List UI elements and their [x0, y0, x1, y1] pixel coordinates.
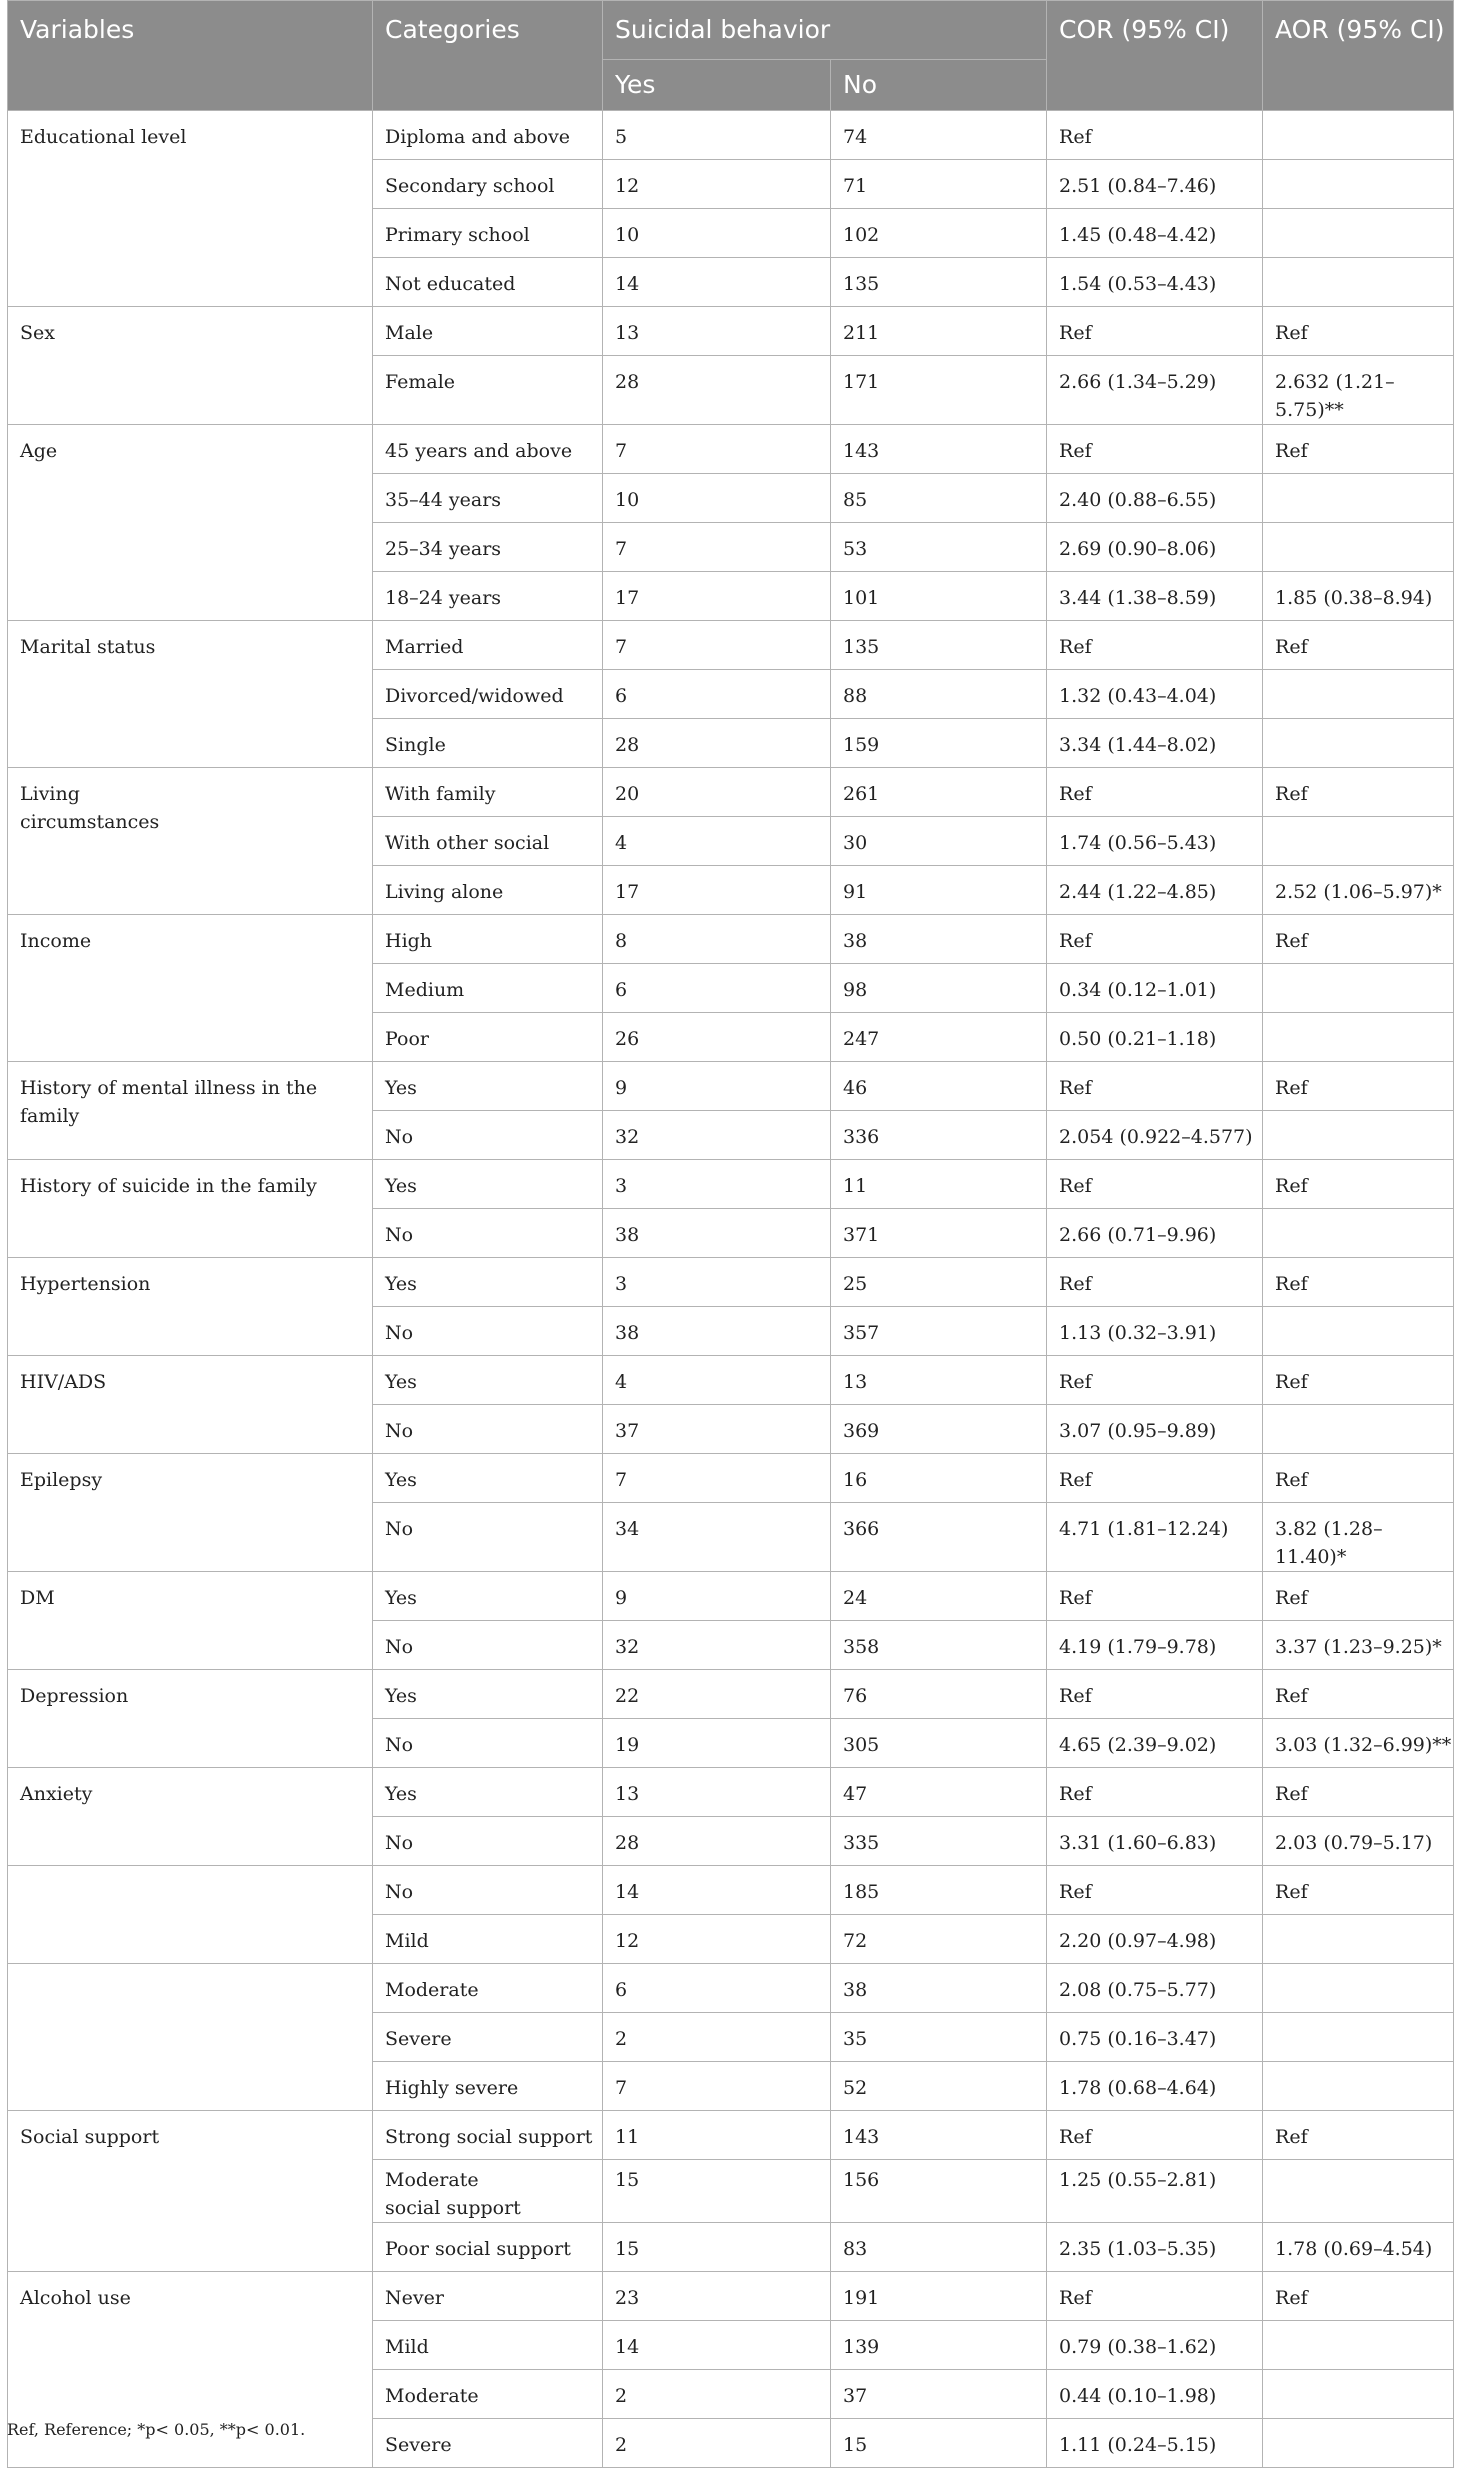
category-cell: Yes: [373, 1356, 603, 1405]
category-cell: Never: [373, 2272, 603, 2321]
no-count-cell: 11: [831, 1160, 1047, 1209]
yes-count-cell: 2: [603, 2370, 831, 2419]
cor-cell: 0.50 (0.21–1.18): [1047, 1013, 1263, 1062]
aor-cell: 2.632 (1.21–5.75)**: [1263, 356, 1454, 425]
cor-cell: Ref: [1047, 1572, 1263, 1621]
yes-count-cell: 7: [603, 2062, 831, 2111]
variable-cell: Anxiety: [8, 1768, 373, 1866]
yes-count-cell: 11: [603, 2111, 831, 2160]
table-row: [8, 768, 1454, 817]
aor-cell: Ref: [1263, 1572, 1454, 1621]
category-cell: No: [373, 1405, 603, 1454]
cor-cell: 4.19 (1.79–9.78): [1047, 1621, 1263, 1670]
yes-count-cell: 32: [603, 1111, 831, 1160]
yes-count-cell: 15: [603, 2223, 831, 2272]
variable-cell: Living circumstances: [8, 768, 373, 915]
no-count-cell: 191: [831, 2272, 1047, 2321]
cor-cell: 0.75 (0.16–3.47): [1047, 2013, 1263, 2062]
aor-cell: Ref: [1263, 1356, 1454, 1405]
no-count-cell: 135: [831, 621, 1047, 670]
cor-cell: 2.69 (0.90–8.06): [1047, 523, 1263, 572]
yes-count-cell: 6: [603, 1964, 831, 2013]
aor-cell: Ref: [1263, 768, 1454, 817]
yes-count-cell: 32: [603, 1621, 831, 1670]
cor-cell: 2.40 (0.88–6.55): [1047, 474, 1263, 523]
cor-cell: 1.45 (0.48–4.42): [1047, 209, 1263, 258]
cor-cell: 2.66 (0.71–9.96): [1047, 1209, 1263, 1258]
variable-cell: Depression: [8, 1670, 373, 1768]
yes-count-cell: 14: [603, 1866, 831, 1915]
results-table-container: [7, 0, 1453, 2468]
category-cell: Poor: [373, 1013, 603, 1062]
header-variables: Variables: [8, 1, 373, 111]
variable-cell: Social support: [8, 2111, 373, 2272]
no-count-cell: 85: [831, 474, 1047, 523]
table-row: [8, 1062, 1454, 1111]
yes-count-cell: 9: [603, 1062, 831, 1111]
cor-cell: 2.51 (0.84–7.46): [1047, 160, 1263, 209]
variable-cell: Epilepsy: [8, 1454, 373, 1572]
cor-cell: Ref: [1047, 621, 1263, 670]
category-cell: Female: [373, 356, 603, 425]
cor-cell: Ref: [1047, 425, 1263, 474]
cor-cell: Ref: [1047, 1866, 1263, 1915]
no-count-cell: 159: [831, 719, 1047, 768]
category-cell: Yes: [373, 1454, 603, 1503]
yes-count-cell: 13: [603, 1768, 831, 1817]
table-body: [8, 111, 1454, 2468]
no-count-cell: 24: [831, 1572, 1047, 1621]
table-row: [8, 2111, 1454, 2160]
aor-cell: 3.82 (1.28–11.40)*: [1263, 1503, 1454, 1572]
yes-count-cell: 28: [603, 356, 831, 425]
yes-count-cell: 20: [603, 768, 831, 817]
cor-cell: Ref: [1047, 2111, 1263, 2160]
header-yes: Yes: [603, 60, 831, 111]
no-count-cell: 366: [831, 1503, 1047, 1572]
yes-count-cell: 7: [603, 621, 831, 670]
aor-cell: [1263, 111, 1454, 160]
yes-count-cell: 28: [603, 1817, 831, 1866]
no-count-cell: 102: [831, 209, 1047, 258]
header-suicidal-behavior: Suicidal behavior: [603, 1, 1047, 60]
no-count-cell: 358: [831, 1621, 1047, 1670]
cor-cell: Ref: [1047, 1258, 1263, 1307]
cor-cell: 1.13 (0.32–3.91): [1047, 1307, 1263, 1356]
aor-cell: [1263, 258, 1454, 307]
no-count-cell: 171: [831, 356, 1047, 425]
category-cell: No: [373, 1503, 603, 1572]
yes-count-cell: 7: [603, 1454, 831, 1503]
yes-count-cell: 12: [603, 160, 831, 209]
category-cell: Yes: [373, 1062, 603, 1111]
table-row: [8, 915, 1454, 964]
yes-count-cell: 28: [603, 719, 831, 768]
table-row: [8, 307, 1454, 356]
no-count-cell: 13: [831, 1356, 1047, 1405]
variable-cell: [8, 1866, 373, 1964]
cor-cell: 1.25 (0.55–2.81): [1047, 2160, 1263, 2223]
no-count-cell: 74: [831, 111, 1047, 160]
yes-count-cell: 8: [603, 915, 831, 964]
yes-count-cell: 17: [603, 572, 831, 621]
variable-cell: Sex: [8, 307, 373, 425]
no-count-cell: 211: [831, 307, 1047, 356]
cor-cell: 2.08 (0.75–5.77): [1047, 1964, 1263, 2013]
category-cell: Moderate social support: [373, 2160, 603, 2223]
aor-cell: [1263, 523, 1454, 572]
category-cell: 35–44 years: [373, 474, 603, 523]
aor-cell: [1263, 2160, 1454, 2223]
no-count-cell: 369: [831, 1405, 1047, 1454]
cor-cell: 2.66 (1.34–5.29): [1047, 356, 1263, 425]
yes-count-cell: 14: [603, 2321, 831, 2370]
category-cell: Single: [373, 719, 603, 768]
table-row: [8, 1454, 1454, 1503]
yes-count-cell: 9: [603, 1572, 831, 1621]
cor-cell: 4.65 (2.39–9.02): [1047, 1719, 1263, 1768]
table-row: [8, 1670, 1454, 1719]
category-cell: Divorced/widowed: [373, 670, 603, 719]
yes-count-cell: 38: [603, 1307, 831, 1356]
category-cell: Yes: [373, 1160, 603, 1209]
aor-cell: [1263, 2370, 1454, 2419]
no-count-cell: 38: [831, 915, 1047, 964]
category-cell: Moderate: [373, 1964, 603, 2013]
variable-cell: Alcohol use: [8, 2272, 373, 2468]
no-count-cell: 305: [831, 1719, 1047, 1768]
table-row: [8, 621, 1454, 670]
no-count-cell: 371: [831, 1209, 1047, 1258]
category-cell: Moderate: [373, 2370, 603, 2419]
no-count-cell: 335: [831, 1817, 1047, 1866]
category-cell: 18–24 years: [373, 572, 603, 621]
yes-count-cell: 5: [603, 111, 831, 160]
category-cell: Male: [373, 307, 603, 356]
aor-cell: Ref: [1263, 307, 1454, 356]
no-count-cell: 185: [831, 1866, 1047, 1915]
no-count-cell: 47: [831, 1768, 1047, 1817]
aor-cell: Ref: [1263, 1258, 1454, 1307]
cor-cell: Ref: [1047, 1454, 1263, 1503]
aor-cell: 3.37 (1.23–9.25)*: [1263, 1621, 1454, 1670]
aor-cell: Ref: [1263, 1768, 1454, 1817]
no-count-cell: 91: [831, 866, 1047, 915]
aor-cell: [1263, 2419, 1454, 2468]
table-row: [8, 1964, 1454, 2013]
table-row: [8, 1160, 1454, 1209]
variable-cell: Marital status: [8, 621, 373, 768]
cor-cell: Ref: [1047, 307, 1263, 356]
cor-cell: 2.054 (0.922–4.577): [1047, 1111, 1263, 1160]
yes-count-cell: 22: [603, 1670, 831, 1719]
no-count-cell: 156: [831, 2160, 1047, 2223]
variable-cell: History of suicide in the family: [8, 1160, 373, 1258]
cor-cell: 0.44 (0.10–1.98): [1047, 2370, 1263, 2419]
cor-cell: Ref: [1047, 1062, 1263, 1111]
cor-cell: 1.54 (0.53–4.43): [1047, 258, 1263, 307]
category-cell: No: [373, 1866, 603, 1915]
aor-cell: [1263, 1964, 1454, 2013]
no-count-cell: 357: [831, 1307, 1047, 1356]
table-row: [8, 1768, 1454, 1817]
no-count-cell: 247: [831, 1013, 1047, 1062]
aor-cell: Ref: [1263, 1866, 1454, 1915]
category-cell: High: [373, 915, 603, 964]
yes-count-cell: 23: [603, 2272, 831, 2321]
variable-cell: Age: [8, 425, 373, 621]
table-row: [8, 425, 1454, 474]
no-count-cell: 72: [831, 1915, 1047, 1964]
category-cell: Yes: [373, 1572, 603, 1621]
aor-cell: [1263, 1111, 1454, 1160]
yes-count-cell: 7: [603, 523, 831, 572]
no-count-cell: 52: [831, 2062, 1047, 2111]
cor-cell: 0.34 (0.12–1.01): [1047, 964, 1263, 1013]
no-count-cell: 53: [831, 523, 1047, 572]
aor-cell: [1263, 2013, 1454, 2062]
yes-count-cell: 14: [603, 258, 831, 307]
no-count-cell: 76: [831, 1670, 1047, 1719]
yes-count-cell: 2: [603, 2419, 831, 2468]
yes-count-cell: 10: [603, 474, 831, 523]
cor-cell: Ref: [1047, 1160, 1263, 1209]
table-footnote: Ref, Reference; *p< 0.05, **p< 0.01.: [7, 2420, 306, 2439]
cor-cell: 2.20 (0.97–4.98): [1047, 1915, 1263, 1964]
cor-cell: 3.31 (1.60–6.83): [1047, 1817, 1263, 1866]
category-cell: 45 years and above: [373, 425, 603, 474]
aor-cell: [1263, 964, 1454, 1013]
category-cell: Primary school: [373, 209, 603, 258]
cor-cell: Ref: [1047, 915, 1263, 964]
aor-cell: [1263, 2062, 1454, 2111]
aor-cell: 2.52 (1.06–5.97)*: [1263, 866, 1454, 915]
yes-count-cell: 15: [603, 2160, 831, 2223]
aor-cell: [1263, 1307, 1454, 1356]
no-count-cell: 25: [831, 1258, 1047, 1307]
yes-count-cell: 17: [603, 866, 831, 915]
cor-cell: Ref: [1047, 111, 1263, 160]
variable-cell: Educational level: [8, 111, 373, 307]
aor-cell: [1263, 817, 1454, 866]
category-cell: Mild: [373, 2321, 603, 2370]
table-row: [8, 1572, 1454, 1621]
yes-count-cell: 3: [603, 1258, 831, 1307]
category-cell: Medium: [373, 964, 603, 1013]
category-cell: No: [373, 1817, 603, 1866]
yes-count-cell: 34: [603, 1503, 831, 1572]
aor-cell: Ref: [1263, 1670, 1454, 1719]
aor-cell: 2.03 (0.79–5.17): [1263, 1817, 1454, 1866]
no-count-cell: 98: [831, 964, 1047, 1013]
aor-cell: Ref: [1263, 1062, 1454, 1111]
no-count-cell: 143: [831, 2111, 1047, 2160]
table-row: [8, 1258, 1454, 1307]
header-no: No: [831, 60, 1047, 111]
yes-count-cell: 7: [603, 425, 831, 474]
no-count-cell: 38: [831, 1964, 1047, 2013]
cor-cell: Ref: [1047, 1356, 1263, 1405]
aor-cell: [1263, 160, 1454, 209]
cor-cell: 3.07 (0.95–9.89): [1047, 1405, 1263, 1454]
category-cell: Yes: [373, 1670, 603, 1719]
aor-cell: [1263, 2321, 1454, 2370]
cor-cell: 0.79 (0.38–1.62): [1047, 2321, 1263, 2370]
aor-cell: Ref: [1263, 425, 1454, 474]
yes-count-cell: 6: [603, 964, 831, 1013]
category-cell: No: [373, 1307, 603, 1356]
yes-count-cell: 10: [603, 209, 831, 258]
category-cell: Married: [373, 621, 603, 670]
category-cell: Mild: [373, 1915, 603, 1964]
cor-cell: 1.74 (0.56–5.43): [1047, 817, 1263, 866]
table-row: [8, 2272, 1454, 2321]
no-count-cell: 71: [831, 160, 1047, 209]
cor-cell: 2.44 (1.22–4.85): [1047, 866, 1263, 915]
aor-cell: Ref: [1263, 621, 1454, 670]
category-cell: Yes: [373, 1768, 603, 1817]
no-count-cell: 135: [831, 258, 1047, 307]
no-count-cell: 15: [831, 2419, 1047, 2468]
category-cell: No: [373, 1209, 603, 1258]
cor-cell: 1.32 (0.43–4.04): [1047, 670, 1263, 719]
yes-count-cell: 4: [603, 1356, 831, 1405]
category-cell: Poor social support: [373, 2223, 603, 2272]
no-count-cell: 37: [831, 2370, 1047, 2419]
variable-cell: [8, 1964, 373, 2111]
no-count-cell: 261: [831, 768, 1047, 817]
table-row: [8, 111, 1454, 160]
yes-count-cell: 13: [603, 307, 831, 356]
no-count-cell: 30: [831, 817, 1047, 866]
no-count-cell: 336: [831, 1111, 1047, 1160]
no-count-cell: 101: [831, 572, 1047, 621]
category-cell: With other social: [373, 817, 603, 866]
aor-cell: Ref: [1263, 915, 1454, 964]
aor-cell: [1263, 1013, 1454, 1062]
header-cor: COR (95% CI): [1047, 1, 1263, 111]
variable-cell: DM: [8, 1572, 373, 1670]
category-cell: Severe: [373, 2013, 603, 2062]
aor-cell: [1263, 474, 1454, 523]
yes-count-cell: 26: [603, 1013, 831, 1062]
yes-count-cell: 4: [603, 817, 831, 866]
cor-cell: Ref: [1047, 1768, 1263, 1817]
yes-count-cell: 12: [603, 1915, 831, 1964]
aor-cell: [1263, 1209, 1454, 1258]
category-cell: No: [373, 1621, 603, 1670]
category-cell: Not educated: [373, 258, 603, 307]
category-cell: Yes: [373, 1258, 603, 1307]
aor-cell: [1263, 1405, 1454, 1454]
table-header: [8, 1, 1454, 111]
variable-cell: Hypertension: [8, 1258, 373, 1356]
yes-count-cell: 37: [603, 1405, 831, 1454]
aor-cell: Ref: [1263, 2111, 1454, 2160]
table-row: [8, 1866, 1454, 1915]
table-row: [8, 1356, 1454, 1405]
cor-cell: Ref: [1047, 1670, 1263, 1719]
aor-cell: 1.85 (0.38–8.94): [1263, 572, 1454, 621]
category-cell: Living alone: [373, 866, 603, 915]
category-cell: Strong social support: [373, 2111, 603, 2160]
yes-count-cell: 2: [603, 2013, 831, 2062]
cor-cell: 3.34 (1.44–8.02): [1047, 719, 1263, 768]
category-cell: No: [373, 1719, 603, 1768]
yes-count-cell: 38: [603, 1209, 831, 1258]
cor-cell: 1.78 (0.68–4.64): [1047, 2062, 1263, 2111]
cor-cell: Ref: [1047, 2272, 1263, 2321]
cor-cell: 1.11 (0.24–5.15): [1047, 2419, 1263, 2468]
aor-cell: Ref: [1263, 1160, 1454, 1209]
category-cell: Secondary school: [373, 160, 603, 209]
aor-cell: Ref: [1263, 1454, 1454, 1503]
aor-cell: [1263, 1915, 1454, 1964]
aor-cell: [1263, 670, 1454, 719]
no-count-cell: 46: [831, 1062, 1047, 1111]
variable-cell: History of mental illness in the family: [8, 1062, 373, 1160]
header-categories: Categories: [373, 1, 603, 111]
category-cell: Diploma and above: [373, 111, 603, 160]
aor-cell: [1263, 209, 1454, 258]
no-count-cell: 139: [831, 2321, 1047, 2370]
category-cell: No: [373, 1111, 603, 1160]
no-count-cell: 35: [831, 2013, 1047, 2062]
header-aor: AOR (95% CI): [1263, 1, 1454, 111]
aor-cell: [1263, 719, 1454, 768]
aor-cell: 3.03 (1.32–6.99)**: [1263, 1719, 1454, 1768]
no-count-cell: 16: [831, 1454, 1047, 1503]
yes-count-cell: 19: [603, 1719, 831, 1768]
category-cell: Severe: [373, 2419, 603, 2468]
variable-cell: HIV/ADS: [8, 1356, 373, 1454]
no-count-cell: 88: [831, 670, 1047, 719]
yes-count-cell: 6: [603, 670, 831, 719]
aor-cell: Ref: [1263, 2272, 1454, 2321]
results-table: [7, 0, 1454, 2468]
no-count-cell: 143: [831, 425, 1047, 474]
category-cell: 25–34 years: [373, 523, 603, 572]
cor-cell: Ref: [1047, 768, 1263, 817]
cor-cell: 2.35 (1.03–5.35): [1047, 2223, 1263, 2272]
cor-cell: 3.44 (1.38–8.59): [1047, 572, 1263, 621]
category-cell: Highly severe: [373, 2062, 603, 2111]
cor-cell: 4.71 (1.81–12.24): [1047, 1503, 1263, 1572]
aor-cell: 1.78 (0.69–4.54): [1263, 2223, 1454, 2272]
no-count-cell: 83: [831, 2223, 1047, 2272]
category-cell: With family: [373, 768, 603, 817]
yes-count-cell: 3: [603, 1160, 831, 1209]
variable-cell: Income: [8, 915, 373, 1062]
